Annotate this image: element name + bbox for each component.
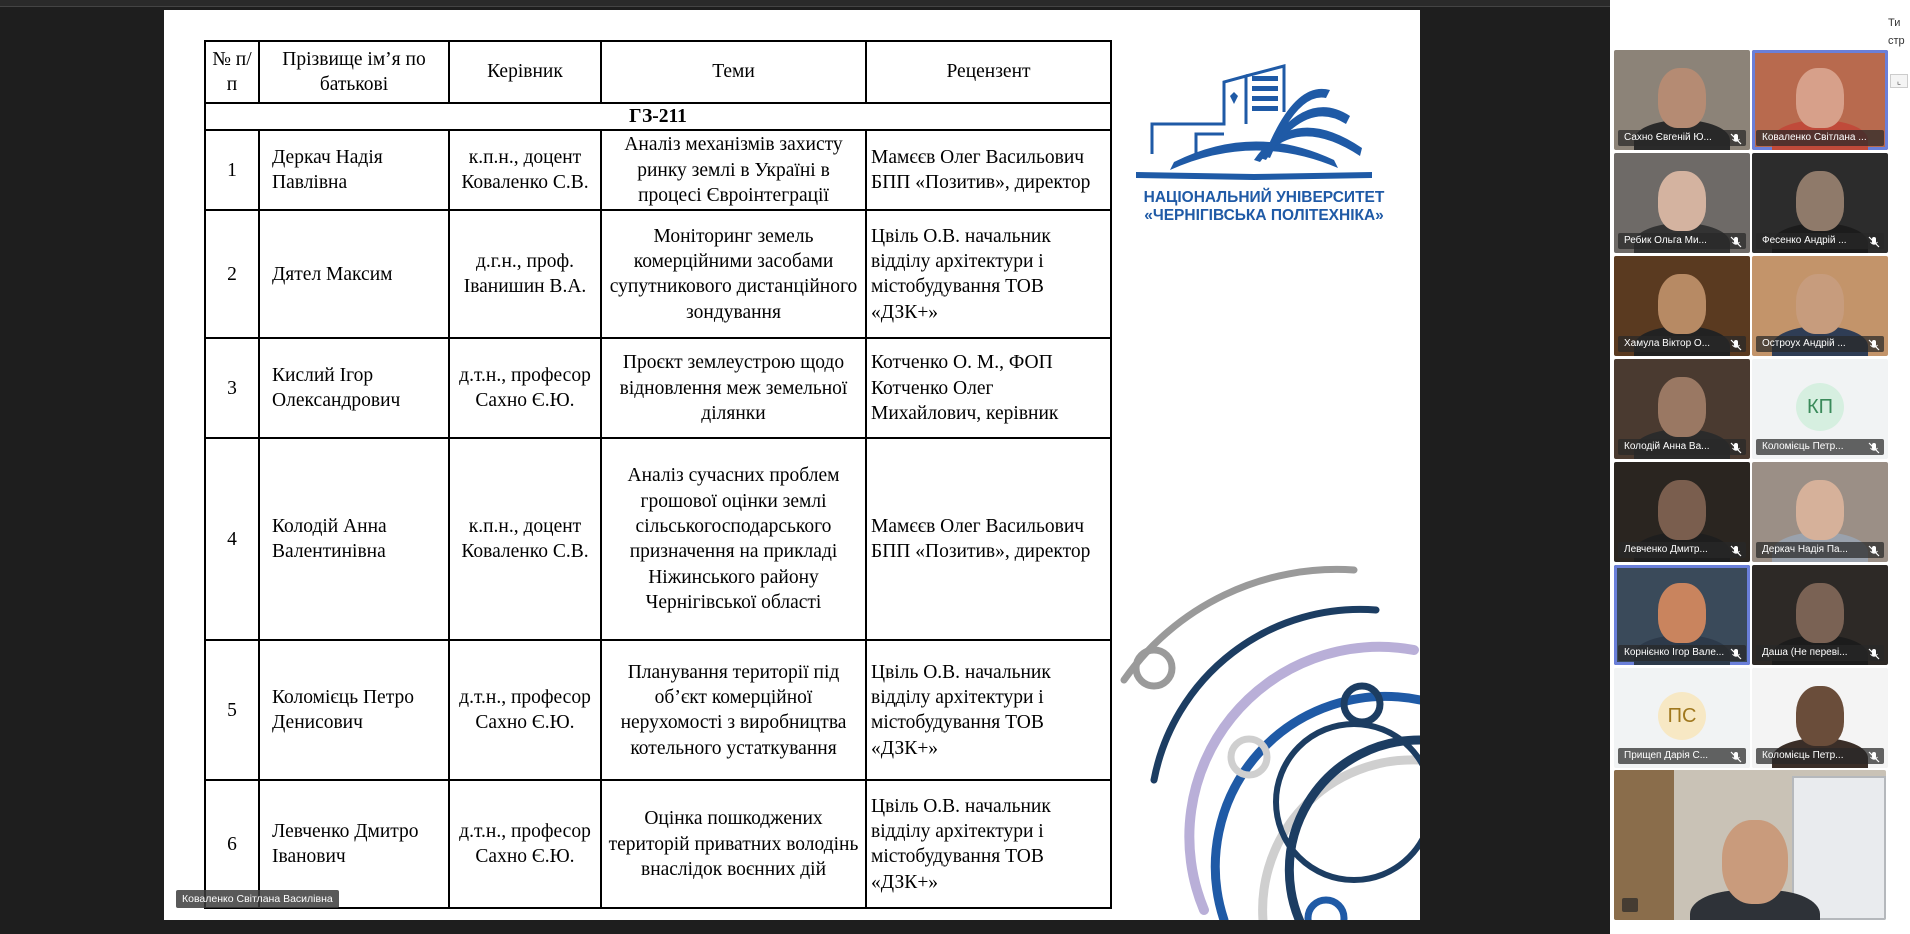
reviewer-cell: Цвіль О.В. начальник відділу архітектури і містобудування ТОВ «ДЗК+»	[866, 780, 1111, 908]
student-name-cell: Левченко Дмитро Іванович	[259, 780, 449, 908]
university-logo	[1134, 62, 1394, 232]
header-full-name: Прізвище ім’я по батькові	[259, 41, 449, 103]
participant-name: Фесенко Андрій ...	[1756, 233, 1884, 249]
mic-muted-icon	[1868, 750, 1880, 762]
participant-tile[interactable]	[1614, 50, 1750, 150]
mic-muted-icon	[1868, 338, 1880, 350]
mic-muted-icon	[1730, 235, 1742, 247]
participant-face	[1796, 686, 1844, 746]
reviewer-cell: Цвіль О.В. начальник відділу архітектури і містобудування ТОВ «ДЗК+»	[866, 210, 1111, 338]
participant-tile[interactable]	[1752, 256, 1888, 356]
participant-tile[interactable]	[1752, 50, 1888, 150]
mic-muted-icon	[1730, 647, 1742, 659]
decorative-circles	[1114, 530, 1420, 920]
participant-tile[interactable]	[1614, 256, 1750, 356]
participant-face	[1658, 171, 1706, 231]
table-row	[205, 210, 1111, 338]
thesis-topic-cell: Аналіз механізмів захисту ринку землі в Україні в процесі Євроінтеграції	[601, 130, 866, 210]
student-name-cell: Колодій Анна Валентинівна	[259, 438, 449, 640]
table-row	[205, 780, 1111, 908]
participant-face	[1658, 480, 1706, 540]
mic-muted-icon	[1730, 750, 1742, 762]
header-reviewer: Рецензент	[866, 41, 1111, 103]
header-topic: Теми	[601, 41, 866, 103]
mic-muted-icon	[1730, 132, 1742, 144]
table-row	[205, 338, 1111, 438]
group-label: ГЗ-211	[205, 103, 1111, 130]
student-name-cell: Дятел Максим	[259, 210, 449, 338]
participant-face	[1658, 68, 1706, 128]
row-number-cell: 2	[205, 210, 259, 338]
participant-tile[interactable]	[1752, 462, 1888, 562]
participant-face	[1658, 274, 1706, 334]
participant-face	[1796, 480, 1844, 540]
mic-muted-icon	[1868, 441, 1880, 453]
participant-tile[interactable]	[1614, 668, 1750, 768]
participant-name: Прищеп Дарія С...	[1618, 748, 1746, 764]
logo-line-1: НАЦІОНАЛЬНИЙ УНІВЕРСИТЕТ	[1143, 189, 1385, 206]
participant-name: Коломієць Петр...	[1756, 748, 1884, 764]
student-name-cell: Коломієць Петро Денисович	[259, 640, 449, 780]
reviewer-cell: Цвіль О.В. начальник відділу архітектури і містобудування ТОВ «ДЗК+»	[866, 640, 1111, 780]
row-number-cell: 4	[205, 438, 259, 640]
table-row	[205, 438, 1111, 640]
participant-tile[interactable]	[1752, 359, 1888, 459]
participant-tile[interactable]	[1614, 462, 1750, 562]
logo-line-2: «ЧЕРНІГІВСЬКА ПОЛІТЕХНІКА»	[1144, 207, 1384, 224]
panel-header-text: Ти стр	[1888, 17, 1905, 47]
participant-name: Колодій Анна Ва...	[1618, 439, 1746, 455]
participant-face	[1796, 171, 1844, 231]
mic-muted-icon	[1868, 544, 1880, 556]
thesis-topic-cell: Проєкт землеустрою щодо відновлення меж земельної ділянки	[601, 338, 866, 438]
table-header-row	[205, 41, 1111, 103]
supervisor-cell: д.т.н., професор Сахно Є.Ю.	[449, 338, 601, 438]
participant-name: Деркач Надія Па...	[1756, 542, 1884, 558]
presentation-slide	[164, 10, 1420, 920]
mic-muted-icon	[1622, 898, 1638, 912]
panel-collapse-button[interactable]: ⌞	[1890, 74, 1908, 88]
participant-face	[1722, 820, 1788, 904]
active-speaker-label: Коваленко Світлана Василівна	[176, 890, 339, 908]
participant-tile[interactable]	[1752, 153, 1888, 253]
participant-name: Корнієнко Ігор Вале...	[1618, 645, 1746, 661]
mic-muted-icon	[1730, 338, 1742, 350]
row-number-cell: 1	[205, 130, 259, 210]
participant-tile[interactable]	[1752, 668, 1888, 768]
student-name-cell: Кислий Ігор Олександрович	[259, 338, 449, 438]
row-number-cell: 6	[205, 780, 259, 908]
participant-name: Хамула Віктор О...	[1618, 336, 1746, 352]
supervisor-cell: д.т.н., професор Сахно Є.Ю.	[449, 780, 601, 908]
participant-tile[interactable]	[1614, 565, 1750, 665]
table-row	[205, 640, 1111, 780]
header-number: № п/п	[205, 41, 259, 103]
mic-muted-icon	[1730, 544, 1742, 556]
participant-face	[1796, 274, 1844, 334]
participant-tile[interactable]	[1614, 153, 1750, 253]
thesis-topic-cell: Моніторинг земель комерційними засобами супутникового дистанційного зондування	[601, 210, 866, 338]
student-name-cell: Деркач Надія Павлівна	[259, 130, 449, 210]
participant-face	[1796, 68, 1844, 128]
supervisor-cell: к.п.н., доцент Коваленко С.В.	[449, 130, 601, 210]
group-row	[205, 103, 1111, 130]
participant-avatar: КП	[1796, 383, 1844, 431]
mic-muted-icon	[1868, 235, 1880, 247]
screen-top-bar	[0, 0, 1610, 7]
defense-schedule-table	[204, 40, 1112, 909]
participant-face	[1796, 583, 1844, 643]
supervisor-cell: к.п.н., доцент Коваленко С.В.	[449, 438, 601, 640]
mic-muted-icon	[1730, 441, 1742, 453]
participant-name: Коломієць Петр...	[1756, 439, 1884, 455]
participant-face	[1658, 377, 1706, 437]
thesis-topic-cell: Планування території під об’єкт комерційної нерухомості з виробництва котельного устаткування	[601, 640, 866, 780]
participant-tile[interactable]	[1614, 359, 1750, 459]
row-number-cell: 3	[205, 338, 259, 438]
participant-tile[interactable]	[1752, 565, 1888, 665]
participant-name: Даша (Не переві...	[1756, 645, 1884, 661]
reviewer-cell: Мамєєв Олег Васильович БПП «Позитив», директор	[866, 130, 1111, 210]
participant-face	[1658, 583, 1706, 643]
participant-name: Коваленко Світлана ...	[1756, 130, 1884, 146]
thesis-topic-cell: Оцінка пошкоджених територій приватних володінь внаслідок воєнних дій	[601, 780, 866, 908]
supervisor-cell: д.т.н., професор Сахно Є.Ю.	[449, 640, 601, 780]
participant-name: Сахно Євгеній Ю...	[1618, 130, 1746, 146]
participant-avatar: ПС	[1658, 692, 1706, 740]
thesis-topic-cell: Аналіз сучасних проблем грошової оцінки землі сільськогосподарського призначення на прикладі Ніжинського району Чернігівської області	[601, 438, 866, 640]
header-supervisor: Керівник	[449, 41, 601, 103]
self-video-tile[interactable]	[1614, 770, 1886, 920]
participant-name: Ребик Ольга Ми...	[1618, 233, 1746, 249]
participant-name: Остроух Андрій ...	[1756, 336, 1884, 352]
reviewer-cell: Мамєєв Олег Васильович БПП «Позитив», директор	[866, 438, 1111, 640]
row-number-cell: 5	[205, 640, 259, 780]
supervisor-cell: д.г.н., проф. Іванишин В.А.	[449, 210, 601, 338]
table-row	[205, 130, 1111, 210]
reviewer-cell: Котченко О. М., ФОП Котченко Олег Михайлович, керівник	[866, 338, 1111, 438]
mic-muted-icon	[1868, 647, 1880, 659]
participant-name: Левченко Дмитр...	[1618, 542, 1746, 558]
